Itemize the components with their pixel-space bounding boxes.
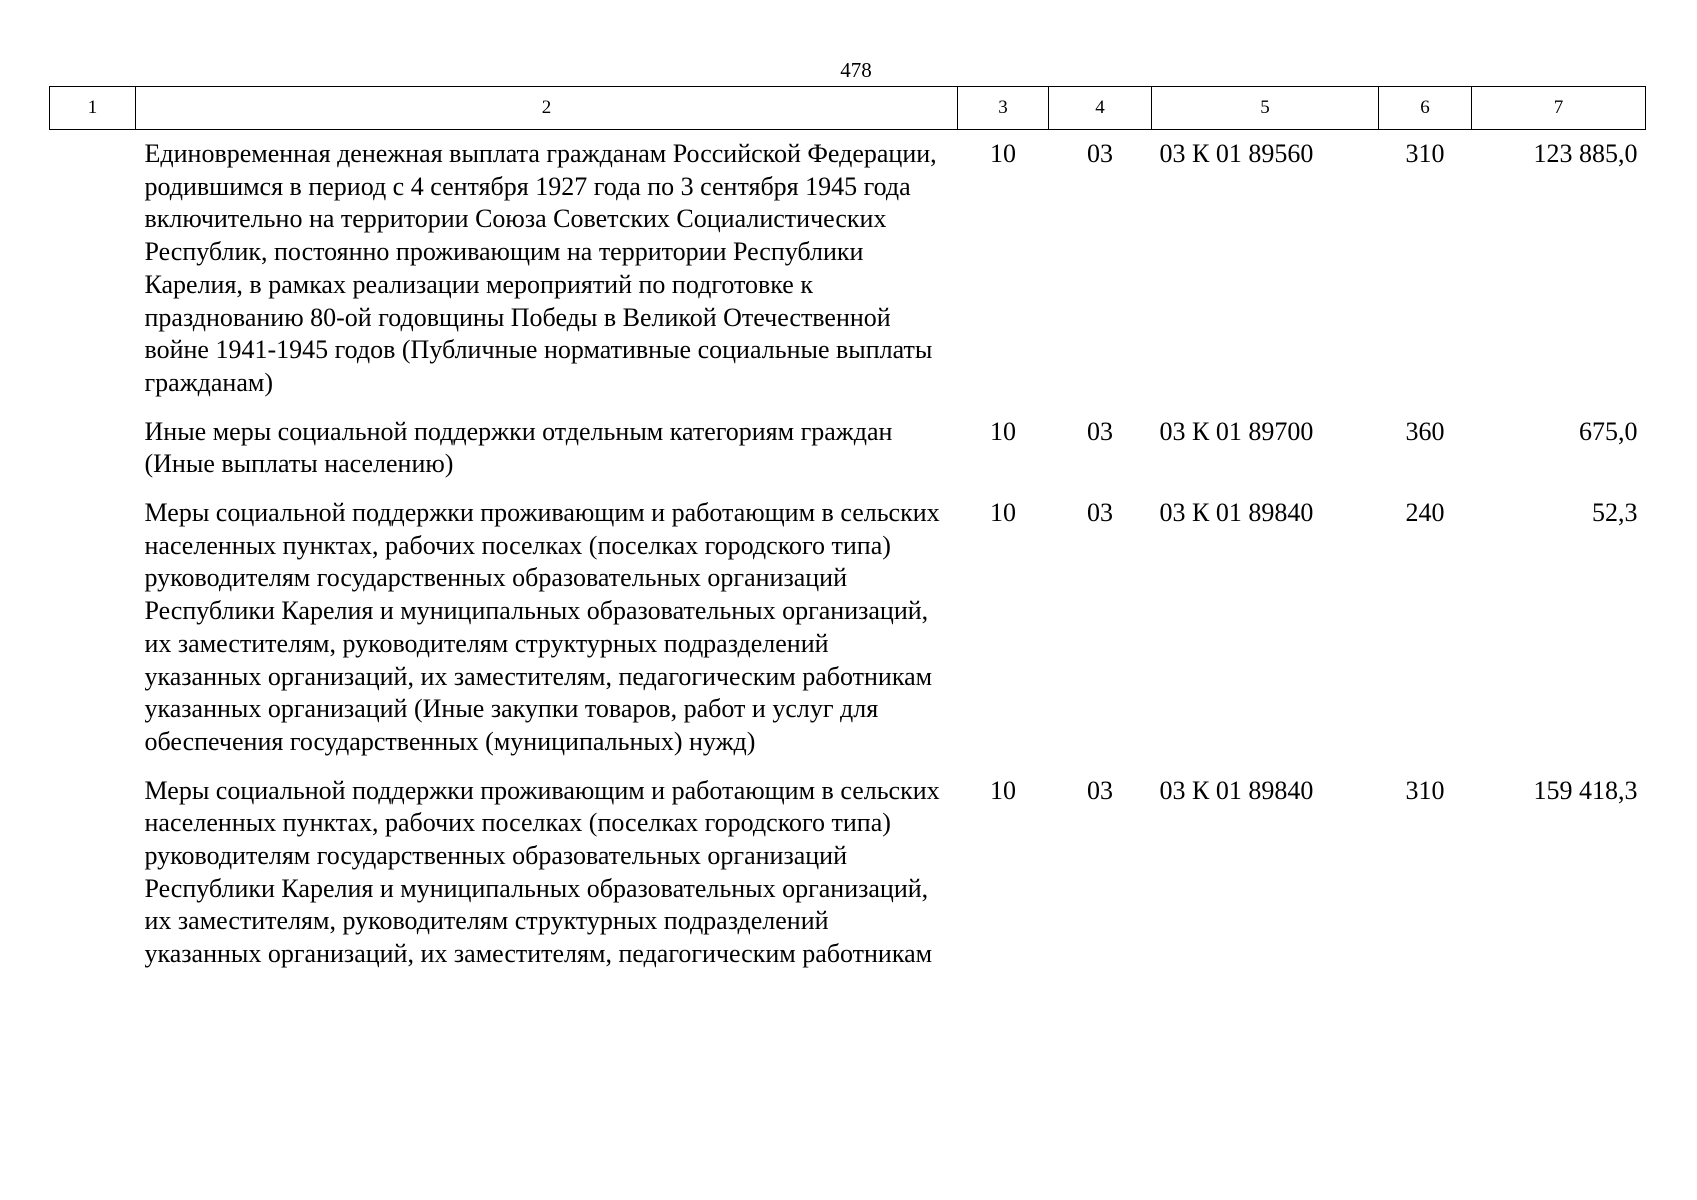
section-cell: 10: [990, 775, 1016, 805]
description-cell: Единовременная денежная выплата гражданам Российской Федерации, родившимся в период с 4 сентября 1927 года по 3 сентября 1945 года включительно на территории Союза Советских Социалистических Республик, постоянно проживающим на территории Республики Карелия, в рамках реализации мероприятий по подготовке к празднованию 80-ой годовщины Победы в Великой Отечественной войне 1941-1945 годов (Публичные нормативные социальные выплаты гражданам): [144, 139, 937, 397]
amount-cell: 52,3: [1592, 498, 1638, 528]
target-code-cell: 03 К 01 89840: [1159, 498, 1314, 528]
section-cell: 10: [990, 498, 1016, 528]
amount-cell: 123 885,0: [1533, 139, 1638, 168]
column-number-row: [50, 87, 1646, 130]
expense-type-cell: 310: [1405, 775, 1445, 805]
row-index-cell: [50, 416, 136, 497]
target-code-cell: 03 К 01 89700: [1159, 416, 1314, 446]
row-index-cell: [50, 497, 136, 775]
row-index-cell: [50, 775, 136, 971]
column-header-3: 3: [958, 87, 1049, 130]
amount-cell: 675,0: [1579, 416, 1638, 446]
subsection-cell: 03: [1087, 775, 1113, 805]
expense-type-cell: 310: [1405, 139, 1445, 168]
page-number: 478: [840, 58, 872, 82]
column-header-6: 6: [1379, 87, 1472, 130]
expense-type-cell: 360: [1405, 416, 1445, 446]
section-cell: 10: [990, 416, 1016, 446]
table-row: [50, 416, 1646, 497]
description-cell: Иные меры социальной поддержки отдельным категориям граждан (Иные выплаты населению): [144, 416, 893, 479]
section-cell: 10: [990, 139, 1016, 168]
target-code-cell: 03 К 01 89560: [1159, 139, 1314, 168]
description-cell: Меры социальной поддержки проживающим и работающим в сельских населенных пунктах, рабочих поселках (поселках городского типа) руководителям государственных образовательных организаций Республики Карелия и муниципальных образовательных организаций, их заместителям, руководителям структурных подразделений указанных организаций, их заместителям, педагогическим работникам: [144, 775, 940, 969]
subsection-cell: 03: [1087, 139, 1113, 168]
table-row: [50, 497, 1646, 775]
column-header-2: 2: [136, 87, 958, 130]
target-code-cell: 03 К 01 89840: [1159, 775, 1314, 805]
table-row: [50, 775, 1646, 971]
row-index-cell: [50, 130, 136, 416]
budget-table: [49, 86, 1646, 971]
column-header-7: 7: [1472, 87, 1646, 130]
column-header-1: 1: [50, 87, 136, 130]
expense-type-cell: 240: [1405, 498, 1445, 528]
column-header-5: 5: [1152, 87, 1379, 130]
amount-cell: 159 418,3: [1533, 775, 1638, 805]
table-row: [50, 130, 1646, 416]
subsection-cell: 03: [1087, 416, 1113, 446]
column-header-4: 4: [1049, 87, 1152, 130]
description-cell: Меры социальной поддержки проживающим и работающим в сельских населенных пунктах, рабочих поселках (поселках городского типа) руководителям государственных образовательных организаций Республики Карелия и муниципальных образовательных организаций, их заместителям, руководителям структурных подразделений указанных организаций, их заместителям, педагогическим работникам указанных организаций (Иные закупки товаров, работ и услуг для обеспечения государственных (муниципальных) нужд): [144, 498, 940, 756]
subsection-cell: 03: [1087, 498, 1113, 528]
